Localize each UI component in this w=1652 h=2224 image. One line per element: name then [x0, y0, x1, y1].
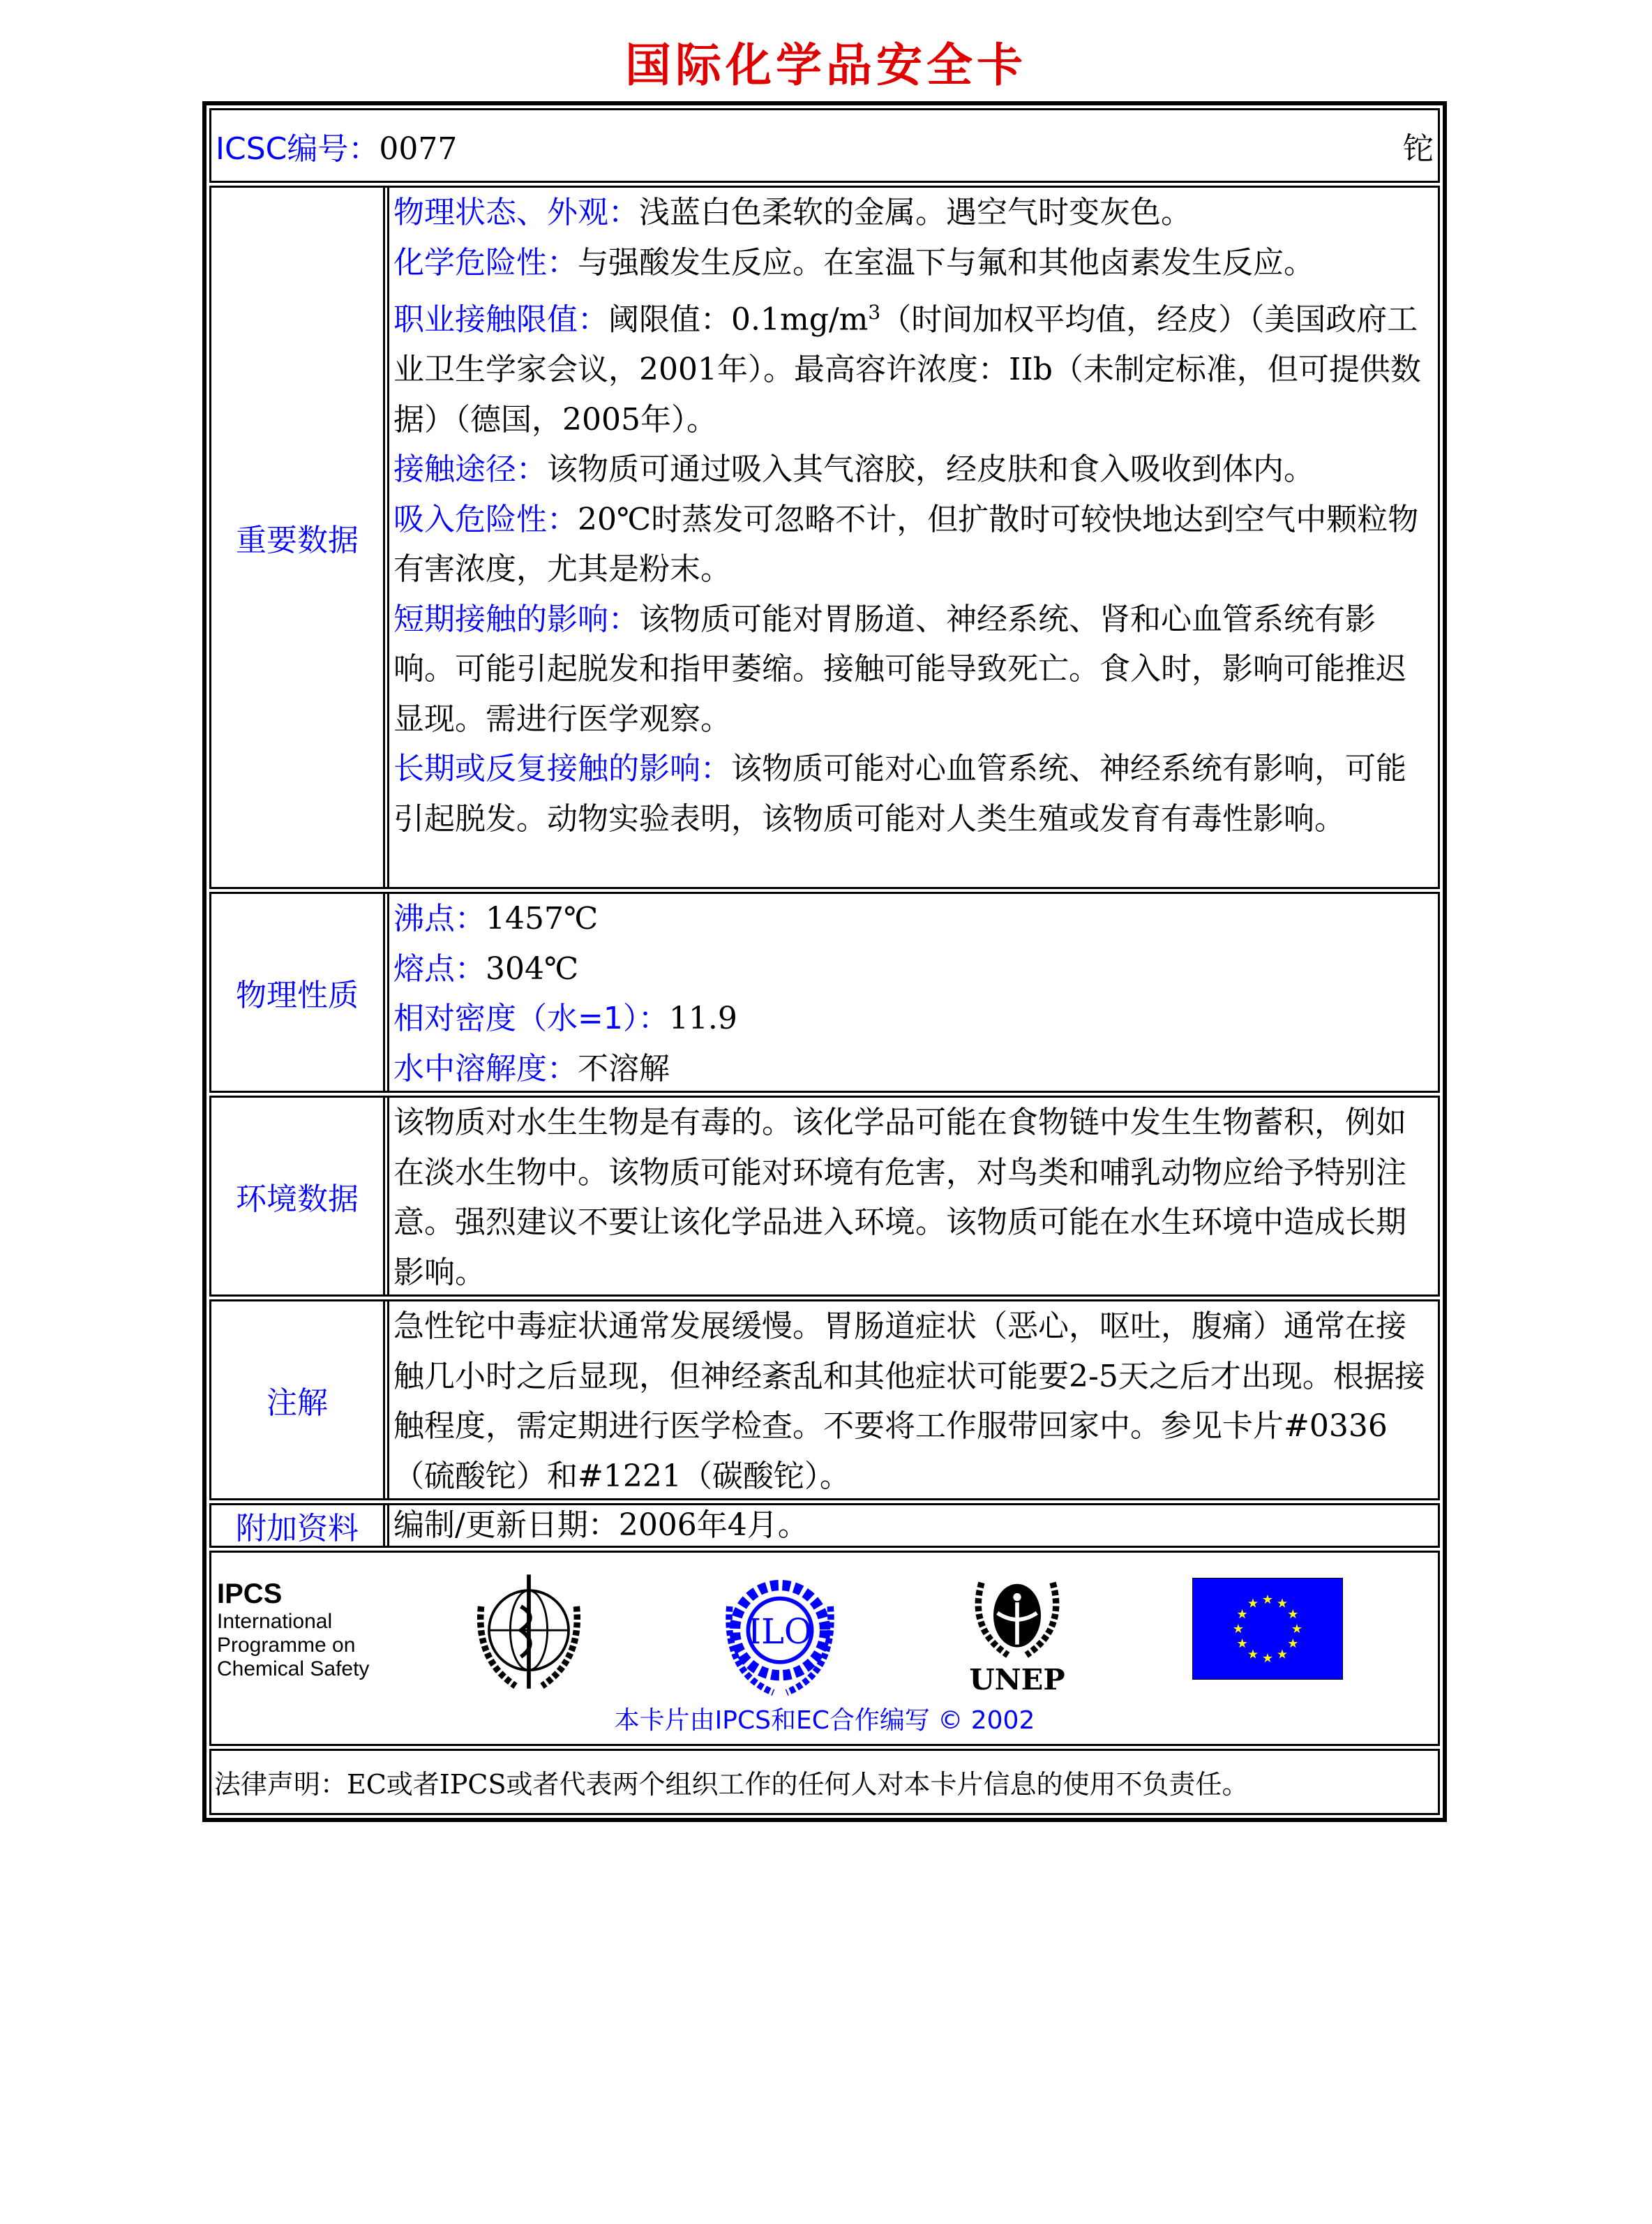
notes-text: 急性铊中毒症状通常发展缓慢。胃肠道症状（恶心，呕吐，腹痛）通常在接触几小时之后显现，但神经紊乱和其他症状可能要2-5天之后才出现。根据接触程度，需定期进行医学检查。不要将工作服带回家中。参见卡片#0336（硫酸铊）和#1221（碳酸铊）。 — [393, 1308, 1425, 1494]
star-icon: ★ — [1287, 1607, 1299, 1622]
star-icon: ★ — [1236, 1607, 1248, 1622]
icsc-number: 0077 — [379, 130, 458, 167]
legal-row — [209, 1749, 1440, 1815]
item-value: 304℃ — [486, 950, 579, 987]
item-label: 短期接触的影响： — [393, 601, 639, 637]
additional-row — [209, 1503, 1440, 1548]
item-value: 阈限值：0.1mg/m — [608, 301, 869, 338]
data-item — [393, 238, 1434, 288]
data-item — [393, 994, 1434, 1044]
who-logo-icon — [463, 1567, 595, 1699]
star-icon: ★ — [1276, 1596, 1289, 1611]
item-label: 吸入危险性： — [393, 501, 578, 537]
section-label: 重要数据 — [211, 188, 385, 887]
item-label: 沸点： — [393, 901, 486, 936]
physical-properties-content — [389, 894, 1438, 1091]
chemical-name: 铊 — [1403, 130, 1434, 167]
notes-row — [209, 1299, 1440, 1500]
star-icon: ★ — [1276, 1647, 1289, 1662]
additional-text: 编制/更新日期：2006年4月。 — [393, 1507, 809, 1543]
important-data-content — [389, 188, 1438, 887]
item-label: 化学危险性： — [393, 244, 578, 281]
star-icon: ★ — [1236, 1636, 1248, 1651]
item-label: 物理状态、外观： — [393, 195, 639, 230]
item-label: 职业接触限值： — [393, 301, 608, 338]
data-item — [393, 288, 1434, 445]
data-item — [393, 445, 1434, 495]
star-icon: ★ — [1247, 1647, 1259, 1662]
chemical-safety-card — [202, 101, 1447, 1822]
important-data-row — [209, 186, 1440, 889]
item-value: 该物质可通过吸入其气溶胶，经皮肤和食入吸收到体内。 — [547, 451, 1314, 488]
svg-text:ILO: ILO — [747, 1611, 813, 1652]
item-value: 不溶解 — [578, 1050, 670, 1087]
star-icon: ★ — [1247, 1596, 1259, 1611]
section-label: 附加资料 — [211, 1505, 385, 1546]
environment-row — [209, 1096, 1440, 1297]
ipcs-line: International — [217, 1610, 333, 1633]
header-row — [209, 108, 1440, 183]
ilo-logo-icon — [714, 1567, 846, 1699]
item-label: 水中溶解度： — [393, 1050, 578, 1087]
item-label: 接触途径： — [393, 451, 547, 488]
item-value: 1457℃ — [486, 901, 599, 936]
star-icon: ★ — [1291, 1622, 1303, 1636]
item-value: 20℃时蒸发可忽略不计，但扩散时可较快地达到空气中颗粒物有害浓度，尤其是粉末。 — [393, 501, 1419, 588]
star-icon: ★ — [1287, 1636, 1299, 1651]
data-item — [393, 188, 1434, 238]
icsc-label: ICSC编号： — [216, 130, 380, 167]
unep-text: UNEP — [969, 1662, 1065, 1695]
item-value: 11.9 — [668, 1001, 737, 1036]
superscript: 3 — [868, 301, 881, 324]
star-icon: ★ — [1261, 1592, 1274, 1607]
data-item — [393, 1044, 1434, 1094]
item-value: 该物质可能对心血管系统、神经系统有影响，可能引起脱发。动物实验表明，该物质可能对人类生殖或发育有毒性影响。 — [393, 751, 1406, 837]
item-label: 长期或反复接触的影响： — [393, 751, 731, 787]
item-value: 该物质可能对胃肠道、神经系统、肾和心血管系统有影响。可能引起脱发和指甲萎缩。接触可能导致死亡。食入时，影响可能推迟显现。需进行医学观察。 — [393, 601, 1406, 737]
unep-logo-icon — [958, 1562, 1076, 1695]
environment-text: 该物质对水生生物是有毒的。该化学品可能在食物链中发生生物蓄积，例如在淡水生物中。该物质可能对环境有危害，对鸟类和哺乳动物应给予特别注意。强烈建议不要让该化学品进入环境。该物质可能在水生环境中造成长期影响。 — [393, 1105, 1406, 1290]
data-item — [393, 894, 1434, 944]
eu-flag-icon — [1192, 1578, 1343, 1680]
section-label: 环境数据 — [211, 1098, 385, 1294]
item-value: （时间加权平均值，经皮）（美国政府工业卫生学家会议，2001年）。最高容许浓度：IIb（未制定标准，但可提供数据）（德国，2005年）。 — [393, 301, 1421, 438]
star-icon: ★ — [1232, 1622, 1245, 1636]
star-icon: ★ — [1261, 1651, 1274, 1666]
data-item — [393, 744, 1434, 844]
item-value: 与强酸发生反应。在室温下与氟和其他卤素发生反应。 — [578, 244, 1314, 281]
ipcs-logo — [217, 1578, 369, 1681]
ipcs-title: IPCS — [217, 1579, 283, 1609]
ipcs-line: Programme on — [217, 1634, 356, 1657]
physical-properties-row — [209, 892, 1440, 1093]
legal-text: EC或者IPCS或者代表两个组织工作的任何人对本卡片信息的使用不负责任。 — [347, 1769, 1249, 1800]
page-title: 国际化学品安全卡 — [625, 38, 1027, 92]
copyright-footer: 本卡片由IPCS和EC合作编写 © 2002 — [614, 1706, 1035, 1735]
item-label: 相对密度（水=1）： — [393, 1001, 669, 1036]
section-label: 注解 — [211, 1301, 385, 1498]
section-label: 物理性质 — [211, 894, 385, 1091]
data-item — [393, 495, 1434, 595]
item-value: 浅蓝白色柔软的金属。遇空气时变灰色。 — [639, 195, 1192, 230]
ipcs-line: Chemical Safety — [217, 1657, 370, 1680]
logos-row — [209, 1551, 1440, 1746]
legal-label: 法律声明： — [214, 1769, 347, 1800]
data-item — [393, 595, 1434, 745]
icsc-id — [216, 124, 457, 168]
item-label: 熔点： — [393, 950, 486, 987]
data-item — [393, 944, 1434, 994]
